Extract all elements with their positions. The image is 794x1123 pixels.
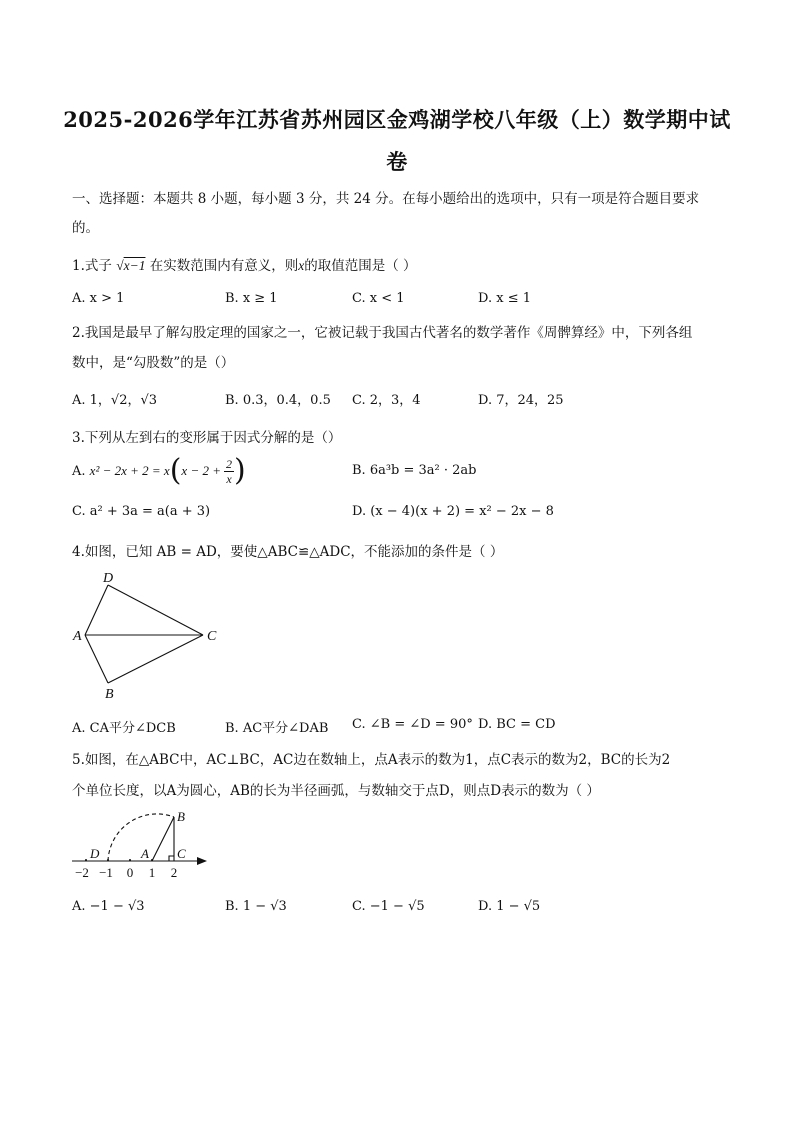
tick-label-2: 2	[170, 865, 178, 880]
question-5-option-a[interactable]: A. −1 − √3	[72, 899, 145, 914]
question-4-option-c[interactable]: C. ∠B = ∠D = 90°	[352, 717, 473, 732]
question-3-option-a-fraction	[224, 457, 234, 486]
question-2-option-d[interactable]: D. 7，24，25	[478, 393, 564, 408]
fraction-numerator: 2	[226, 456, 232, 471]
question-4-option-b[interactable]: B. AC平分∠DAB	[225, 721, 329, 736]
question-5-stem-line-2: 个单位长度，以A为圆心，AB的长为半径画弧，与数轴交于点D，则点D表示的数为（ ）	[72, 783, 600, 799]
question-1-option-a[interactable]: A. x > 1	[72, 291, 125, 306]
segment-DC	[108, 585, 203, 635]
segment-AB	[85, 635, 108, 683]
question-1-stem	[72, 254, 417, 274]
question-2-option-c[interactable]: C. 2，3，4	[352, 393, 421, 408]
kite-label-a: A	[73, 629, 82, 644]
right-angle-mark	[169, 856, 174, 861]
question-5-number-line-figure	[66, 806, 216, 884]
tick-label-1: 1	[148, 865, 156, 880]
question-1-radical: √x−1	[116, 258, 146, 273]
section-heading-line-1: 一、选择题：本题共 8 小题，每小题 3 分，共 24 分。在每小题给出的选项中，只有一项是符合题目要求	[72, 191, 700, 207]
question-1-prefix: 1.式子	[72, 258, 112, 274]
exam-title-line-2: 卷	[386, 149, 408, 174]
exam-title-line-1: 2025-2026学年江苏省苏州园区金鸡湖学校八年级（上）数学期中试	[63, 107, 731, 132]
kite-label-c: C	[207, 629, 217, 644]
kite-label-b: B	[105, 687, 114, 702]
question-5-option-d[interactable]: D. 1 − √5	[478, 899, 541, 914]
tick-label-0: 0	[126, 865, 134, 880]
question-2-option-b[interactable]: B. 0.3，0.4，0.5	[225, 393, 331, 408]
question-4-option-a[interactable]: A. CA平分∠DCB	[72, 721, 176, 736]
tick-minus-2	[85, 859, 87, 861]
question-2-stem-line-2: 数中，是“勾股数”的是（）	[72, 355, 235, 371]
question-2-stem-line-1: 2.我国是最早了解勾股定理的国家之一，它被记载于我国古代著名的数学著作《周髀算经》中，下列各组	[72, 325, 693, 341]
question-3-option-a-label: A.	[72, 463, 86, 479]
tick-1	[151, 859, 153, 861]
question-5-option-c[interactable]: C. −1 − √5	[352, 899, 425, 914]
segment-AD	[85, 585, 108, 635]
arrowhead-icon	[197, 857, 207, 865]
segment-AB	[152, 817, 174, 861]
question-3-option-d[interactable]: D. (x − 4)(x + 2) = x² − 2x − 8	[352, 504, 554, 519]
fraction-denominator: x	[226, 471, 232, 486]
question-1-end: 的取值范围是（ ）	[304, 258, 417, 274]
question-1-rest: 在实数范围内有意义，则	[149, 258, 299, 274]
question-3-stem: 3.下列从左到右的变形属于因式分解的是（）	[72, 430, 342, 446]
tick-label-minus-1: −1	[99, 865, 113, 880]
question-3-option-a-left: x² − 2x + 2 = x	[89, 463, 170, 478]
right-paren-icon: )	[234, 453, 246, 488]
section-heading-line-2: 的。	[72, 220, 99, 236]
left-paren-icon: (	[169, 453, 182, 488]
question-3-option-a[interactable]	[72, 454, 246, 488]
question-4-stem: 4.如图，已知 AB = AD，要使△ABC≌△ADC，不能添加的条件是（ ）	[72, 544, 504, 560]
numline-label-d: D	[90, 846, 100, 861]
question-3-option-c[interactable]: C. a² + 3a = a(a + 3)	[72, 504, 211, 519]
question-3-option-b[interactable]: B. 6a³b = 3a² · 2ab	[352, 463, 477, 478]
question-2-option-a[interactable]: A. 1，√2，√3	[72, 393, 158, 408]
tick-minus-1	[107, 859, 109, 861]
question-5-option-b[interactable]: B. 1 − √3	[225, 899, 287, 914]
question-1-var: x	[298, 258, 305, 273]
segment-BC	[108, 635, 203, 683]
numline-label-a: A	[141, 846, 149, 861]
question-3-option-a-inner: x − 2 +	[181, 463, 221, 478]
numline-label-c: C	[177, 846, 186, 861]
question-5-stem-line-1: 5.如图，在△ABC中，AC⊥BC，AC边在数轴上，点A表示的数为1，点C表示的数为2，BC的长为2	[72, 752, 671, 768]
question-4-kite-figure	[70, 568, 230, 703]
question-4-option-d[interactable]: D. BC = CD	[478, 717, 556, 732]
kite-label-d: D	[103, 571, 114, 586]
question-1-option-d[interactable]: D. x ≤ 1	[478, 291, 531, 306]
question-1-option-b[interactable]: B. x ≥ 1	[225, 291, 278, 306]
tick-label-minus-2: −2	[75, 865, 89, 880]
question-1-option-c[interactable]: C. x < 1	[352, 291, 405, 306]
question-1-radicand: x−1	[123, 258, 146, 273]
tick-0	[129, 859, 131, 861]
numline-label-b: B	[177, 809, 185, 824]
